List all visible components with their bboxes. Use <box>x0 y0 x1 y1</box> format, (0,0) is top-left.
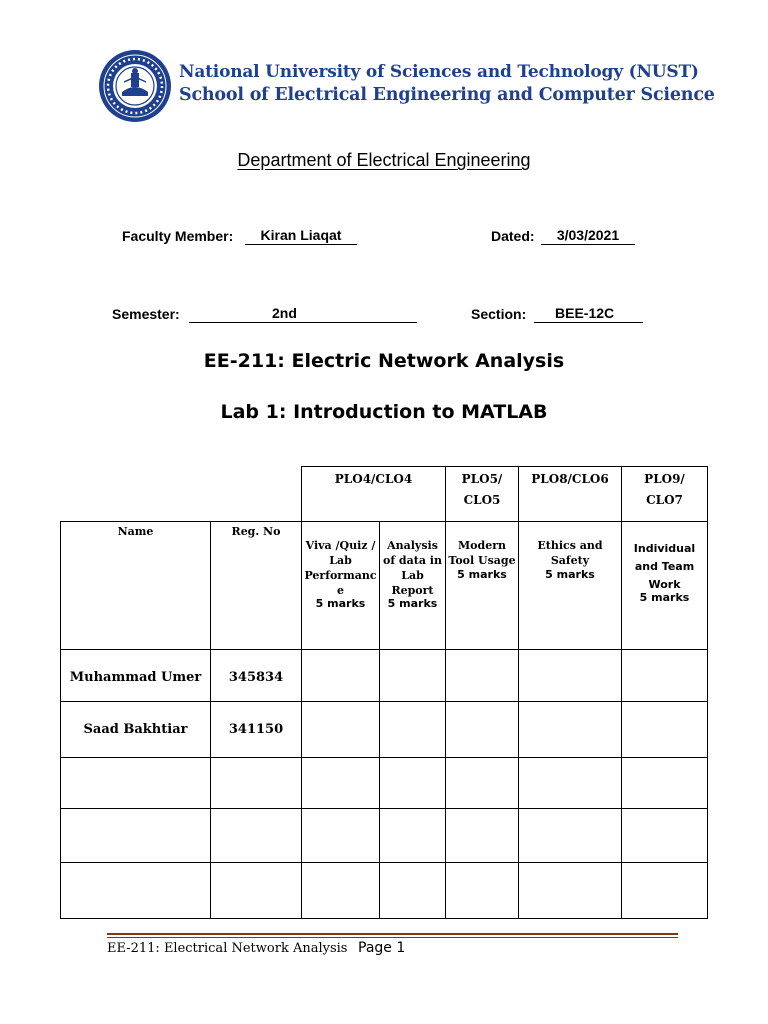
faculty-value: Kiran Liaqat <box>245 227 357 245</box>
col-header-reg <box>210 521 302 650</box>
name-cell <box>60 757 211 809</box>
dated-label: Dated: <box>491 228 535 244</box>
col-header-label: Modern Tool Usage <box>448 539 516 567</box>
score-cell <box>379 808 446 863</box>
plo-header-label: PLO8/CLO6 <box>531 472 609 486</box>
footer-text: EE-211: Electrical Network Analysis <box>107 941 348 956</box>
score-cell <box>445 649 519 702</box>
department-title: Department of Electrical Engineering <box>237 150 531 170</box>
score-cell <box>301 757 380 809</box>
reg-cell <box>210 649 302 702</box>
footer-rule-thin <box>107 937 678 938</box>
section-value: BEE-12C <box>555 305 615 321</box>
reg-cell <box>210 808 302 863</box>
registration-number: 341150 <box>228 722 284 737</box>
course-title: EE-211: Electric Network Analysis <box>203 350 565 372</box>
score-cell <box>518 862 622 919</box>
col-header-label: Individual and Team Work <box>633 542 696 591</box>
semester-value-line <box>189 305 417 323</box>
score-cell <box>518 701 622 758</box>
name-cell <box>60 701 211 758</box>
score-cell <box>301 862 380 919</box>
score-cell <box>379 649 446 702</box>
plo-header-3 <box>518 466 622 522</box>
marks-label: 5 marks <box>545 568 595 581</box>
nust-seal-icon <box>98 49 172 123</box>
score-cell <box>518 649 622 702</box>
faculty-label: Faculty Member: <box>122 228 234 244</box>
section-label: Section: <box>471 306 527 322</box>
score-cell <box>518 757 622 809</box>
score-cell <box>379 701 446 758</box>
marks-label: 5 marks <box>315 597 366 610</box>
score-cell <box>445 862 519 919</box>
score-cell <box>445 701 519 758</box>
lab-title: Lab 1: Introduction to MATLAB <box>220 401 548 423</box>
name-cell <box>60 862 211 919</box>
plo-header-1 <box>301 466 446 522</box>
section-value-line <box>534 305 643 323</box>
reg-cell <box>210 701 302 758</box>
col-header-label: Ethics and Safety <box>537 539 603 567</box>
plo-header-label: PLO9/ CLO7 <box>644 472 685 507</box>
col-header-tool <box>445 521 519 650</box>
plo-header-label: PLO5/ CLO5 <box>461 472 503 507</box>
score-cell <box>621 649 708 702</box>
score-cell <box>621 701 708 758</box>
col-header-label: Reg. No <box>231 525 281 538</box>
student-name: Saad Bakhtiar <box>83 722 188 737</box>
marks-label: 5 marks <box>387 597 438 610</box>
reg-cell <box>210 862 302 919</box>
plo-header-label: PLO4/CLO4 <box>334 472 413 486</box>
plo-header-2 <box>445 466 519 522</box>
col-header-label: Viva /Quiz / Lab Performanc e <box>304 539 377 597</box>
score-cell <box>518 808 622 863</box>
plo-header-4 <box>621 466 708 522</box>
col-header-label: Analysis of data in Lab Report <box>383 539 442 597</box>
col-header-ethics <box>518 521 622 650</box>
registration-number: 345834 <box>228 670 284 685</box>
semester-value: 2nd <box>272 305 297 321</box>
school-name: School of Electrical Engineering and Computer Science <box>179 85 715 105</box>
name-cell <box>60 649 211 702</box>
name-cell <box>60 808 211 863</box>
university-name: National University of Sciences and Technology (NUST) <box>179 62 699 82</box>
score-cell <box>445 808 519 863</box>
score-cell <box>301 649 380 702</box>
marks-label: 5 marks <box>639 591 690 604</box>
score-cell <box>379 757 446 809</box>
reg-cell <box>210 757 302 809</box>
col-header-individual <box>621 521 708 650</box>
col-header-analysis <box>379 521 446 650</box>
marks-label: 5 marks <box>457 568 507 581</box>
page-number: Page 1 <box>358 940 406 956</box>
score-cell <box>621 862 708 919</box>
score-cell <box>379 862 446 919</box>
footer-rule <box>107 933 678 935</box>
score-cell <box>621 808 708 863</box>
score-cell <box>301 701 380 758</box>
student-name: Muhammad Umer <box>69 670 202 685</box>
score-cell <box>445 757 519 809</box>
col-header-name <box>60 521 211 650</box>
semester-label: Semester: <box>112 306 180 322</box>
col-header-viva <box>301 521 380 650</box>
dated-value: 3/03/2021 <box>541 227 635 245</box>
score-cell <box>301 808 380 863</box>
score-cell <box>621 757 708 809</box>
col-header-label: Name <box>117 525 154 538</box>
